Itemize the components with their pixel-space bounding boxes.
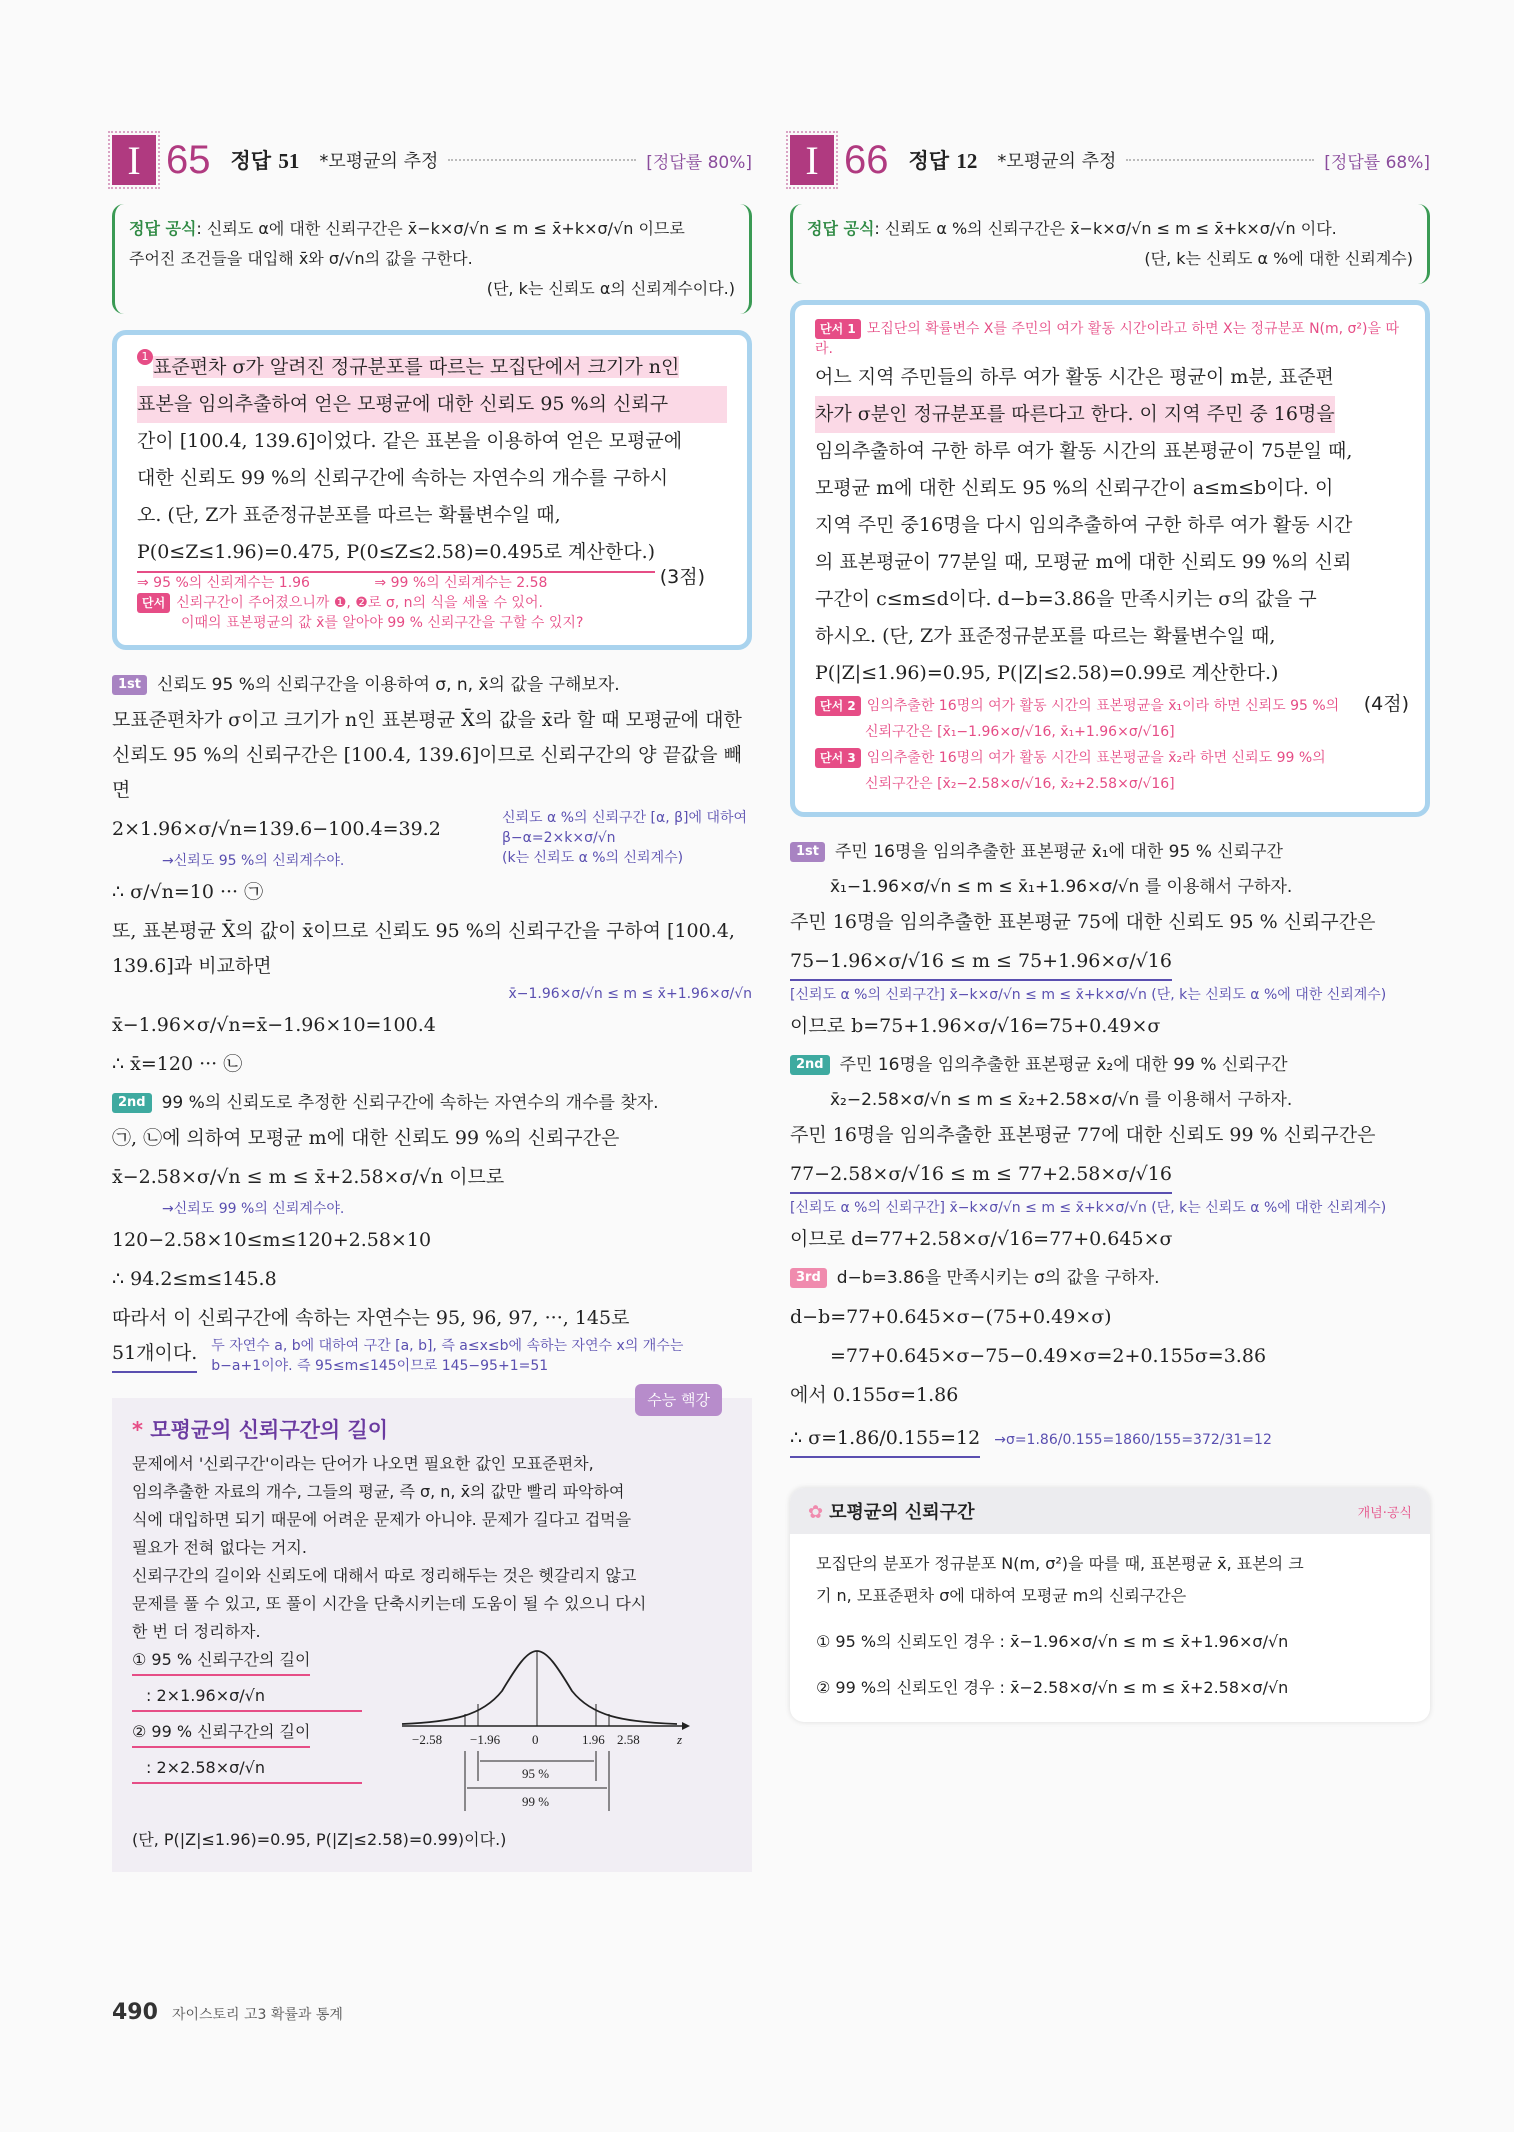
question-65: [112, 130, 752, 1872]
question-header: [112, 130, 752, 190]
answer-formula-box: 정답 공식: 신뢰도 α에 대한 신뢰구간은 x̄−k×σ/√n ≤ m ≤ x̄+k×σ/√n 이므로 주어진 조건들을 대입해 x̄와 σ/√n의 값을 구한다. (단, k는 신뢰도 α의 신뢰계수이다.): [112, 204, 752, 314]
correct-rate: [정답률 68%]: [1324, 152, 1430, 173]
normal-curve-diagram: [392, 1646, 692, 1826]
question-number: 66: [844, 137, 889, 182]
svg-text:95 %: 95 %: [522, 1766, 550, 1781]
problem-line: P(0≤Z≤1.96)=0.475, P(0≤Z≤2.58)=0.495로 계산한다.): [137, 534, 655, 573]
problem-line: 오. (단, Z가 표준정규분포를 따르는 확률변수일 때,: [137, 504, 561, 526]
page-footer: [112, 2000, 343, 2025]
concept-tag: 개념·공식: [1357, 1505, 1412, 1521]
step-1: 1st 신뢰도 95 %의 신뢰구간을 이용하여 σ, n, x̄의 값을 구해보자.: [112, 668, 752, 703]
solution: 1st 신뢰도 95 %의 신뢰구간을 이용하여 σ, n, x̄의 값을 구해보자. 모표준편차가 σ이고 크기가 n인 표본평균 X̄의 값을 x̄라 할 때 모평균에 대한 신뢰도 95 %의 신뢰구간은 [100.4, 139.6]이므로 신뢰구간의 양 끝값을 빼면 2×1.96×σ/√n=139.6−100.4=39.2 →신뢰도 95 %의 신뢰계수야. ∴ σ/√n=10 ··· ㉠ 신뢰도 α %의 신뢰구간 [α, β]에 대하여 β−α=2×k×σ/√n (k는 신뢰도 α %의 신뢰계수) 또, 표본평균 X̄의 값이 x̄이므로 신뢰도 95 %의 신뢰구간을 구하여 [100.4, 139.6]과 비교하면 x̄−1.96×σ/√n ≤ m ≤ x̄+1.96×σ/√n x̄−1.96×σ/√n=x̄−1.96×10=100.4 ∴ x̄=120 ··· ㉡ 2nd 99 %의 신뢰도로 추정한 신뢰구간에 속하는 자연수의 개수를 찾자. ㉠, ㉡에 의하여 모평균 m에 대한 신뢰도 99 %의 신뢰구간은 x̄−2.58×σ/√n ≤ m ≤ x̄+2.58×σ/√n 이므로 →신뢰도 99 %의 신뢰계수야. 120−2.58×10≤m≤120+2.58×10 ∴ 94.2≤m≤145.8 따라서 이 신뢰구간에 속하는 자연수는 95, 96, 97, ···, 145로 51개이다. 두 자연수 a, b에 대하여 구간 [a, b], 즉 a≤x≤b에 속하는 자연수 x의 개수는 b−a+1이야. 즉 95≤m≤145이므로 145−95+1=51: [112, 668, 752, 1376]
problem-line: P(|Z|≤1.96)=0.95, P(|Z|≤2.58)=0.99로 계산한다.): [815, 662, 1279, 684]
clue-1: 단서 1 모집단의 확률변수 X를 주민의 여가 활동 시간이라고 하면 X는 정규분포 N(m, σ²)을 따라.: [815, 321, 1399, 357]
problem-line: 1 표준편차 σ가 알려진 정규분포를 따르는 모집단에서 크기가 n인: [137, 349, 727, 386]
book-title: 자이스토리 고3 확률과 통계: [171, 2007, 343, 2023]
answer: 정답 12: [908, 149, 978, 173]
answer-formula-box: 정답 공식: 신뢰도 α %의 신뢰구간은 x̄−k×σ/√n ≤ m ≤ x̄+k×σ/√n 이다. (단, k는 신뢰도 α %에 대한 신뢰계수): [790, 204, 1430, 284]
svg-text:99 %: 99 %: [522, 1794, 550, 1809]
section-badge: I: [112, 135, 156, 185]
formula-label: 정답 공식: [807, 219, 875, 238]
problem-line: 모평균 m에 대한 신뢰도 95 %의 신뢰구간이 a≤m≤b이다. 이: [815, 477, 1334, 499]
topic: *모평균의 추정: [997, 151, 1117, 172]
final-answer: 51개이다.: [112, 1336, 197, 1373]
topic: *모평균의 추정: [319, 151, 439, 172]
problem-line: 의 표본평균이 77분일 때, 모평균 m에 대한 신뢰도 99 %의 신뢰: [815, 551, 1352, 573]
clue-2: 단서 2 임의추출한 16명의 여가 활동 시간의 표본평균을 x̄₁이라 하면 신뢰도 95 %의 (4점): [815, 696, 1405, 716]
question-number: 65: [166, 137, 211, 182]
concept-title: ✿ 모평균의 신뢰구간: [808, 1502, 975, 1523]
problem-line: 구간이 c≤m≤d이다. d−b=3.86을 만족시키는 σ의 값을 구: [815, 588, 1317, 610]
problem-line: 지역 주민 중16명을 다시 임의추출하여 구한 하루 여가 활동 시간: [815, 514, 1353, 536]
score: (3점): [659, 566, 705, 588]
question-header: [790, 130, 1430, 190]
formula-label: 정답 공식: [129, 219, 197, 238]
tip-box: 수능 핵강 * 모평균의 신뢰구간의 길이 문제에서 '신뢰구간'이라는 단어가 나오면 필요한 값인 모표준편차, 임의추출한 자료의 개수, 그들의 평균, 즉 σ, n, x̄의 값만 빨리 파악하여 식에 대입하면 되기 때문에 어려운 문제가 아니야. 문제가 길다고 겁먹을 필요가 전혀 없다는 거지. 신뢰구간의 길이와 신뢰도에 대해서 따로 정리해두는 것은 헷갈리지 않고 문제를 풀 수 있고, 또 풀이 시간을 단축시키는데 도움이 될 수 있으니 다시 한 번 더 정리하자. ① 95 % 신뢰구간의 길이 : 2×1.96×σ/√n ② 99 % 신뢰구간의 길이 : 2×2.58×σ/√n −2.58 −1.96 0 1.96 2.58 z 95 % 99 % (단, P(|Z|≤1.96)=0.95, P(|Z|≤2.58)=0.99)이다.): [112, 1398, 752, 1872]
problem-line: 표본을 임의추출하여 얻은 모평균에 대한 신뢰도 95 %의 신뢰구: [137, 386, 727, 423]
problem-line: 어느 지역 주민들의 하루 여가 활동 시간은 평균이 m분, 표준편: [815, 366, 1334, 388]
question-66: [790, 130, 1430, 1722]
tick: −2.58: [412, 1732, 443, 1747]
marker-1: 1: [137, 349, 153, 365]
final-answer: ∴ σ=1.86/0.155=12: [790, 1421, 980, 1458]
divider: [1126, 159, 1314, 161]
svg-text:z: z: [677, 1732, 683, 1747]
solution: 1st 주민 16명을 임의추출한 표본평균 x̄₁에 대한 95 % 신뢰구간 x̄₁−1.96×σ/√n ≤ m ≤ x̄₁+1.96×σ/√n 를 이용해서 구하자. 주민 16명을 임의추출한 표본평균 75에 대한 신뢰도 95 % 신뢰구간은 75−1.96×σ/√16 ≤ m ≤ 75+1.96×σ/√16 [신뢰도 α %의 신뢰구간] x̄−k×σ/√n ≤ m ≤ x̄+k×σ/√n (단, k는 신뢰도 α %에 대한 신뢰계수) 이므로 b=75+1.96×σ/√16=75+0.49×σ 2nd 주민 16명을 임의추출한 표본평균 x̄₂에 대한 99 % 신뢰구간 x̄₂−2.58×σ/√n ≤ m ≤ x̄₂+2.58×σ/√n 를 이용해서 구하자. 주민 16명을 임의추출한 표본평균 77에 대한 신뢰도 99 % 신뢰구간은 77−2.58×σ/√16 ≤ m ≤ 77+2.58×σ/√16 [신뢰도 α %의 신뢰구간] x̄−k×σ/√n ≤ m ≤ x̄+k×σ/√n (단, k는 신뢰도 α %에 대한 신뢰계수) 이므로 d=77+2.58×σ/√16=77+0.645×σ 3rd d−b=3.86을 만족시키는 σ의 값을 구하자. d−b=77+0.645×σ−(75+0.49×σ) =77+0.645×σ−75−0.49×σ=2+0.155σ=3.86 에서 0.155σ=1.86 ∴ σ=1.86/0.155=12 →σ=1.86/0.155=1860/155=372/31=12: [790, 835, 1430, 1462]
hint-row: ⇒ 95 %의 신뢰계수는 1.96 ⇒ 99 %의 신뢰계수는 2.58 (3점): [137, 566, 705, 591]
page-number: 490: [112, 2000, 158, 2025]
step-2: 2nd 99 %의 신뢰도로 추정한 신뢰구간에 속하는 자연수의 개수를 찾자.: [112, 1086, 752, 1121]
problem-line: 임의추출하여 구한 하루 여가 활동 시간의 표본평균이 75분일 때,: [815, 440, 1353, 462]
clue: 단서 신뢰구간이 주어졌으니까 ❶, ❷로 σ, n의 식을 세울 수 있어.: [137, 593, 727, 613]
score: (4점): [1363, 693, 1409, 715]
answer-value: 12: [956, 149, 978, 173]
answer: 정답 51: [230, 149, 300, 173]
problem-line: 차가 σ분인 정규분포를 따른다고 한다. 이 지역 주민 중 16명을: [815, 396, 1335, 433]
step-2: 2nd 주민 16명을 임의추출한 표본평균 x̄₂에 대한 99 % 신뢰구간: [790, 1048, 1430, 1083]
svg-text:−1.96: −1.96: [470, 1732, 501, 1747]
problem-line: 대한 신뢰도 99 %의 신뢰구간에 속하는 자연수의 개수를 구하시: [137, 467, 669, 489]
answer-value: 51: [278, 149, 300, 173]
svg-text:2.58: 2.58: [617, 1732, 640, 1747]
concept-box: ✿ 모평균의 신뢰구간 개념·공식 모집단의 분포가 정규분포 N(m, σ²)을 따를 때, 표본평균 x̄, 표본의 크 기 n, 모표준편차 σ에 대하여 모평균 m의 신뢰구간은 ① 95 %의 신뢰도인 경우 : x̄−1.96×σ/√n ≤ m ≤ x̄+1.96×σ/√n ② 99 %의 신뢰도인 경우 : x̄−2.58×σ/√n ≤ m ≤ x̄+2.58×σ/√n: [790, 1488, 1430, 1722]
problem-line: 간이 [100.4, 139.6]이었다. 같은 표본을 이용하여 얻은 모평균에: [137, 430, 683, 452]
step-3: 3rd d−b=3.86을 만족시키는 σ의 값을 구하자.: [790, 1261, 1430, 1296]
problem-box: 단서 1 모집단의 확률변수 X를 주민의 여가 활동 시간이라고 하면 X는 정규분포 N(m, σ²)을 따라. 어느 지역 주민들의 하루 여가 활동 시간은 평균이 m분, 표준편 차가 σ분인 정규분포를 따른다고 한다. 이 지역 주민 중 16명을 임의추출하여 구한 하루 여가 활동 시간의 표본평균이 75분일 때, 모평균 m에 대한 신뢰도 95 %의 신뢰구간이 a≤m≤b이다. 이 지역 주민 중16명을 다시 임의추출하여 구한 하루 여가 활동 시간 의 표본평균이 77분일 때, 모평균 m에 대한 신뢰도 99 %의 신뢰 구간이 c≤m≤d이다. d−b=3.86을 만족시키는 σ의 값을 구 하시오. (단, Z가 표준정규분포를 따르는 확률변수일 때, P(|Z|≤1.96)=0.95, P(|Z|≤2.58)=0.99로 계산한다.) 단서 2 임의추출한 16명의 여가 활동 시간의 표본평균을 x̄₁이라 하면 신뢰도 95 %의 (4점) 신뢰구간은 [x̄₁−1.96×σ/√16, x̄₁+1.96×σ/√16] 단서 3 임의추출한 16명의 여가 활동 시간의 표본평균을 x̄₂라 하면 신뢰도 99 %의 신뢰구간은 [x̄₂−2.58×σ/√16, x̄₂+2.58×σ/√16]: [790, 300, 1430, 817]
step-1: 1st 주민 16명을 임의추출한 표본평균 x̄₁에 대한 95 % 신뢰구간: [790, 835, 1430, 870]
section-badge: I: [790, 135, 834, 185]
correct-rate: [정답률 80%]: [646, 152, 752, 173]
flower-icon: ✿: [808, 1502, 824, 1523]
side-note: 신뢰도 α %의 신뢰구간 [α, β]에 대하여 β−α=2×k×σ/√n (k는 신뢰도 α %의 신뢰계수): [502, 810, 748, 866]
divider: [448, 159, 636, 161]
problem-line: 하시오. (단, Z가 표준정규분포를 따르는 확률변수일 때,: [815, 625, 1276, 647]
problem-box: 1 표준편차 σ가 알려진 정규분포를 따르는 모집단에서 크기가 n인 표본을 임의추출하여 얻은 모평균에 대한 신뢰도 95 %의 신뢰구 간이 [100.4, 139.6]이었다. 같은 표본을 이용하여 얻은 모평균에 대한 신뢰도 99 %의 신뢰구간에 속하는 자연수의 개수를 구하시 오. (단, Z가 표준정규분포를 따르는 확률변수일 때, P(0≤Z≤1.96)=0.475, P(0≤Z≤2.58)=0.495로 계산한다.) ⇒ 95 %의 신뢰계수는 1.96 ⇒ 99 %의 신뢰계수는 2.58 (3점) 단서 신뢰구간이 주어졌으니까 ❶, ❷로 σ, n의 식을 세울 수 있어. 이때의 표본평균의 값 x̄를 알아야 99 % 신뢰구간을 구할 수 있지?: [112, 330, 752, 650]
svg-text:0: 0: [532, 1732, 539, 1747]
clue-3: 단서 3 임의추출한 16명의 여가 활동 시간의 표본평균을 x̄₂라 하면 신뢰도 99 %의: [815, 748, 1405, 768]
tip-title: * 모평균의 신뢰구간의 길이: [132, 1418, 389, 1442]
tip-badge: 수능 핵강: [635, 1384, 722, 1416]
svg-text:1.96: 1.96: [582, 1732, 605, 1747]
